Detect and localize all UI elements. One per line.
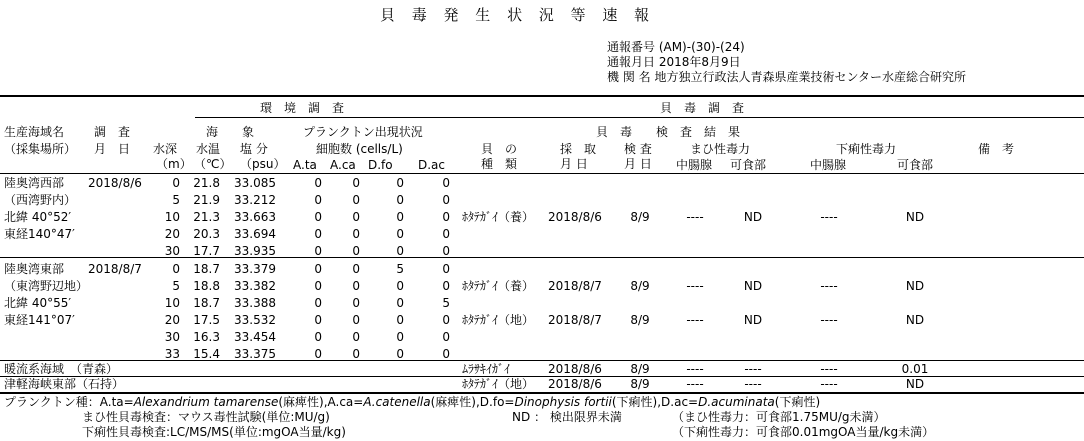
dfo-count: 0: [396, 296, 404, 310]
footer-nd-note: ND ： 検出限界未満: [512, 410, 622, 424]
area-label: 東経140°47′: [4, 227, 75, 241]
area-label: 陸奥湾東部: [4, 262, 65, 276]
report-title: 貝 毒 発 生 状 況 等 速 報: [380, 6, 656, 24]
ata-count: 0: [314, 313, 322, 327]
temp-value: 18.7: [193, 262, 220, 276]
area-label: 北緯 40°52′: [4, 210, 72, 224]
dfo-count: 0: [396, 210, 404, 224]
hdr-cells: 細胞数 (cells/L): [316, 142, 403, 156]
depth-value: 5: [172, 193, 180, 207]
dac-count: 0: [442, 313, 450, 327]
area-label: 暖流系海域 （青森）: [4, 362, 119, 376]
dfo-count: 0: [396, 330, 404, 344]
dsp-edible: 0.01: [901, 362, 929, 376]
inspection-date: 8/9: [630, 210, 650, 224]
dac-count: 0: [442, 330, 450, 344]
hdr-area-site: （採集場所）: [4, 142, 77, 156]
depth-value: 5: [172, 279, 180, 293]
footer-plankton-legend: プランクトン種：A.ta=Alexandrium tamarense(麻痺性),A.ca=A.catenella(麻痺性),D.fo=Dinophysis fortii(下痢性),D.ac=D.acuminata(下痢性): [4, 395, 821, 409]
temp-value: 17.5: [193, 313, 220, 327]
salinity-value: 33.085: [234, 176, 276, 190]
dac-count: 0: [442, 262, 450, 276]
ata-count: 0: [314, 347, 322, 361]
hdr-salinity: 塩 分: [240, 142, 268, 156]
hdr-psp-edible: 可食部: [730, 158, 767, 172]
sampling-date: 2018/8/6: [548, 377, 602, 391]
hdr-temp: 水温: [196, 142, 221, 156]
hdr-depth: 水深: [153, 142, 178, 156]
shell-species: ﾑﾗｻｷｲｶﾞｲ: [462, 362, 511, 376]
hdr-plankton: プランクトン出現状況: [303, 125, 423, 139]
psp-edible: ----: [744, 377, 762, 391]
ata-count: 0: [314, 330, 322, 344]
temp-value: 21.9: [193, 193, 220, 207]
hdr-area-name: 生産海域名: [4, 125, 65, 139]
aca-count: 0: [352, 262, 360, 276]
dsp-edible: ND: [905, 377, 925, 391]
ata-count: 0: [314, 176, 322, 190]
sampling-date: 2018/8/6: [548, 362, 602, 376]
temp-value: 20.3: [193, 227, 220, 241]
hdr-result: 貝 毒 検 査 結 果: [596, 125, 741, 139]
dac-count: 0: [442, 176, 450, 190]
area-label: 北緯 40°55′: [4, 296, 72, 310]
dfo-count: 0: [396, 176, 404, 190]
ata-count: 0: [314, 193, 322, 207]
salinity-value: 33.694: [234, 227, 276, 241]
dsp-edible: ND: [905, 279, 925, 293]
dfo-count: 5: [396, 262, 404, 276]
sampling-date: 2018/8/6: [548, 210, 602, 224]
hdr-dfo: D.fo: [368, 158, 393, 172]
temp-value: 21.8: [193, 176, 220, 190]
shell-species: ﾎﾀﾃｶﾞｲ（地）: [462, 313, 535, 327]
temp-value: 21.3: [193, 210, 220, 224]
aca-count: 0: [352, 330, 360, 344]
dac-count: 0: [442, 279, 450, 293]
hdr-sea: 海 象: [206, 125, 255, 139]
depth-value: 30: [164, 244, 180, 258]
depth-value: 30: [164, 330, 180, 344]
area-label: 東経141°07′: [4, 313, 75, 327]
hdr-survey-date: 月 日: [94, 142, 131, 156]
survey-date: 2018/8/6: [88, 176, 142, 190]
footer-dsp-method: 下痢性貝毒検査:LC/MS/MS(単位:mgOA当量/kg): [82, 425, 346, 439]
hdr-shell-kind: 種 類: [481, 157, 518, 171]
ata-count: 0: [314, 279, 322, 293]
dsp-gland: ----: [820, 377, 838, 391]
hdr-temp-unit: （℃）: [194, 157, 232, 171]
report-number: 通報番号 (AM)-(30)-(24): [607, 40, 745, 54]
depth-value: 20: [164, 313, 180, 327]
hdr-inspection: 検 査: [624, 142, 652, 156]
aca-count: 0: [352, 296, 360, 310]
hdr-depth-unit: （m）: [156, 157, 192, 171]
psp-gland: ----: [686, 210, 704, 224]
dfo-count: 0: [396, 279, 404, 293]
inspection-date: 8/9: [630, 313, 650, 327]
psp-gland: ----: [686, 313, 704, 327]
toxin-survey-heading: 貝 毒 調 査: [660, 101, 745, 115]
inspection-date: 8/9: [630, 279, 650, 293]
inspection-date: 8/9: [630, 377, 650, 391]
dfo-count: 0: [396, 193, 404, 207]
dfo-count: 0: [396, 227, 404, 241]
dsp-gland: ----: [820, 279, 838, 293]
aca-count: 0: [352, 227, 360, 241]
salinity-value: 33.454: [234, 330, 276, 344]
dsp-edible: ND: [905, 313, 925, 327]
report-date: 通報月日 2018年8月9日: [607, 55, 741, 69]
hdr-sampling: 採 取: [560, 142, 597, 156]
dfo-count: 0: [396, 313, 404, 327]
aca-count: 0: [352, 176, 360, 190]
psp-edible: ND: [743, 210, 763, 224]
temp-value: 17.7: [193, 244, 220, 258]
depth-value: 33: [164, 347, 180, 361]
ata-count: 0: [314, 227, 322, 241]
hdr-psp: まひ性毒力: [690, 142, 751, 156]
dac-count: 0: [442, 347, 450, 361]
sampling-date: 2018/8/7: [548, 279, 602, 293]
hdr-aca: A.ca: [330, 158, 356, 172]
psp-edible: ----: [744, 362, 762, 376]
shell-species: ﾎﾀﾃｶﾞｲ（地）: [462, 377, 535, 391]
shell-species: ﾎﾀﾃｶﾞｲ（養）: [462, 210, 535, 224]
area-label: （東湾野辺地）: [4, 279, 89, 293]
header-top-rule: [0, 95, 1084, 97]
table-bottom-rule: [0, 392, 1084, 394]
depth-value: 10: [164, 296, 180, 310]
aca-count: 0: [352, 244, 360, 258]
hdr-salinity-unit: （psu）: [240, 157, 286, 171]
psp-edible: ND: [743, 313, 763, 327]
hdr-dsp-gland: 中腸腺: [810, 158, 847, 172]
psp-edible: ND: [743, 279, 763, 293]
area-label: （西湾野内）: [4, 193, 77, 207]
dac-count: 0: [442, 210, 450, 224]
env-survey-heading: 環 境 調 査: [260, 101, 345, 115]
area-label: 陸奥湾西部: [4, 176, 65, 190]
salinity-value: 33.379: [234, 262, 276, 276]
dfo-count: 0: [396, 244, 404, 258]
agency-name: 機 関 名 地方独立行政法人青森県産業技術センター水産総合研究所: [607, 70, 966, 84]
salinity-value: 33.935: [234, 244, 276, 258]
survey-date: 2018/8/7: [88, 262, 142, 276]
salinity-value: 33.382: [234, 279, 276, 293]
dac-count: 0: [442, 244, 450, 258]
dac-count: 0: [442, 227, 450, 241]
dfo-count: 0: [396, 347, 404, 361]
ata-count: 0: [314, 296, 322, 310]
psp-gland: ----: [686, 362, 704, 376]
salinity-value: 33.663: [234, 210, 276, 224]
aca-count: 0: [352, 279, 360, 293]
footer-psp-method: まひ性貝毒検査：マウス毒性試験(単位:MU/g): [82, 410, 330, 424]
salinity-value: 33.375: [234, 347, 276, 361]
dac-count: 5: [442, 296, 450, 310]
hdr-shell: 貝 の: [481, 142, 518, 156]
footer-dsp-limit: （下痢性毒力：可食部0.01mgOA当量/kg未満）: [672, 425, 935, 439]
dsp-gland: ----: [820, 313, 838, 327]
salinity-value: 33.532: [234, 313, 276, 327]
salinity-value: 33.388: [234, 296, 276, 310]
ata-count: 0: [314, 210, 322, 224]
temp-value: 18.8: [193, 279, 220, 293]
ata-count: 0: [314, 262, 322, 276]
ata-count: 0: [314, 244, 322, 258]
depth-value: 0: [172, 262, 180, 276]
depth-value: 20: [164, 227, 180, 241]
header-bottom-rule: [0, 173, 1084, 174]
hdr-survey: 調 査: [94, 125, 131, 139]
hdr-dsp-edible: 可食部: [897, 158, 934, 172]
dsp-gland: ----: [820, 362, 838, 376]
footer-psp-limit: （まひ性毒力：可食部1.75MU/g未満）: [672, 410, 886, 424]
hdr-dac: D.ac: [418, 158, 446, 172]
section-rule: [195, 117, 1084, 118]
psp-gland: ----: [686, 377, 704, 391]
sampling-date: 2018/8/7: [548, 313, 602, 327]
area-label: 津軽海峡東部（石持）: [4, 377, 125, 391]
hdr-sampling-date: 月 日: [560, 157, 588, 171]
inspection-date: 8/9: [630, 362, 650, 376]
temp-value: 18.7: [193, 296, 220, 310]
depth-value: 0: [172, 176, 180, 190]
hdr-ata: A.ta: [293, 158, 317, 172]
temp-value: 16.3: [193, 330, 220, 344]
hdr-inspection-date: 月 日: [624, 157, 652, 171]
aca-count: 0: [352, 193, 360, 207]
hdr-dsp: 下痢性毒力: [836, 142, 897, 156]
hdr-psp-gland: 中腸腺: [676, 158, 713, 172]
salinity-value: 33.212: [234, 193, 276, 207]
aca-count: 0: [352, 313, 360, 327]
psp-gland: ----: [686, 279, 704, 293]
hdr-remarks: 備 考: [978, 142, 1015, 156]
depth-value: 10: [164, 210, 180, 224]
temp-value: 15.4: [193, 347, 220, 361]
dac-count: 0: [442, 193, 450, 207]
aca-count: 0: [352, 347, 360, 361]
dsp-edible: ND: [905, 210, 925, 224]
aca-count: 0: [352, 210, 360, 224]
dsp-gland: ----: [820, 210, 838, 224]
shell-species: ﾎﾀﾃｶﾞｲ（養）: [462, 279, 535, 293]
